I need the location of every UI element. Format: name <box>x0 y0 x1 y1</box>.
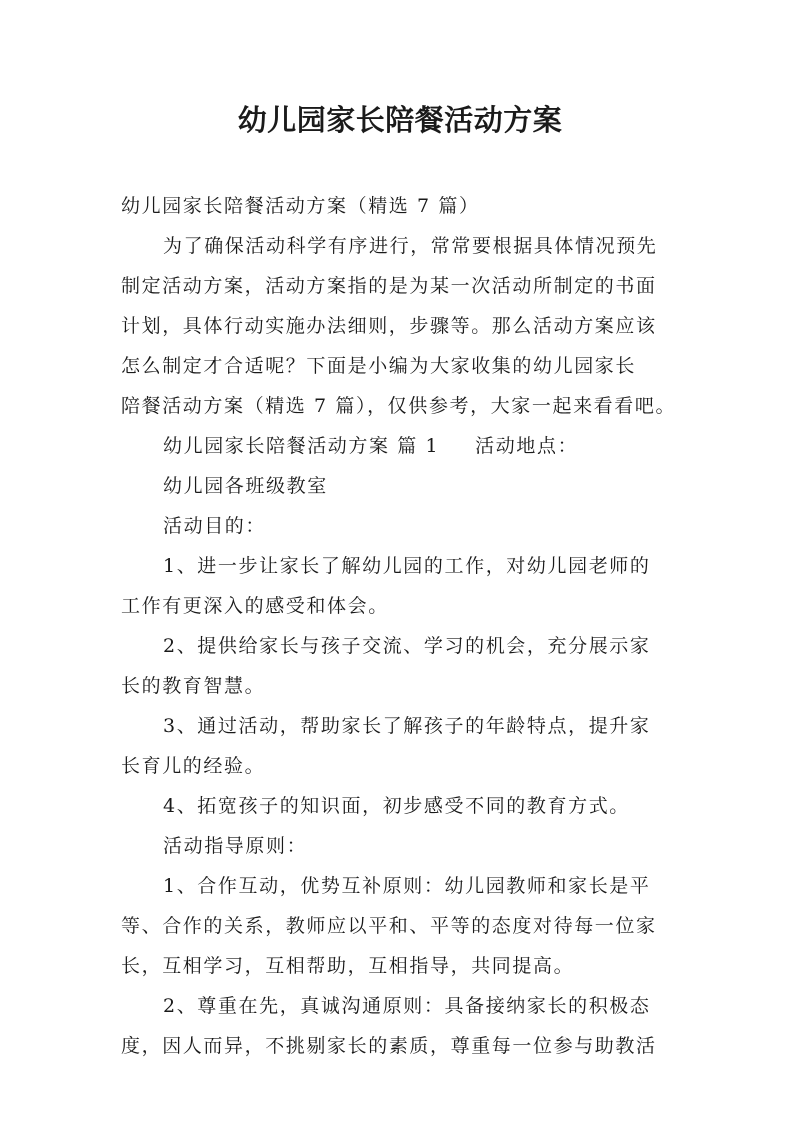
document-title: 幼儿园家长陪餐活动方案 <box>237 103 563 137</box>
paragraph-line: 制定活动方案，活动方案指的是为某一次活动所制定的书面 <box>121 275 657 297</box>
paragraph-line: 怎么制定才合适呢？下面是小编为大家收集的幼儿园家长 <box>121 355 637 377</box>
list-item-line: 度，因人而异，不挑剔家长的素质，尊重每一位参与助教活 <box>121 1035 657 1057</box>
list-item-line: 长的教育智慧。 <box>121 675 266 697</box>
paragraph-line: 计划，具体行动实施办法细则，步骤等。那么活动方案应该 <box>121 315 657 337</box>
section-heading-line <box>121 426 686 466</box>
list-item-line: 长，互相学习，互相帮助，互相指导，共同提高。 <box>121 955 575 977</box>
list-item-line: 4、拓宽孩子的知识面，初步感受不同的教育方式。 <box>163 795 630 817</box>
list-item-line: 1、合作互动，优势互补原则：幼儿园教师和家长是平 <box>163 875 651 897</box>
paragraph-line: 幼儿园各班级教室 <box>163 475 328 497</box>
list-item-line: 长育儿的经验。 <box>121 755 266 777</box>
list-item-line: 2、尊重在先，真诚沟通原则：具备接纳家长的积极态 <box>163 995 651 1017</box>
subtitle-line: 幼儿园家长陪餐活动方案（精选 7 篇） <box>121 195 480 217</box>
section-heading: 幼儿园家长陪餐活动方案 篇 1 <box>163 435 440 457</box>
list-item-line: 3、通过活动，帮助家长了解孩子的年龄特点，提升家 <box>163 715 651 737</box>
paragraph-line: 为了确保活动科学有序进行，常常要根据具体情况预先 <box>163 235 658 257</box>
paragraph-line: 陪餐活动方案（精选 7 篇），仅供参考，大家一起来看看吧。 <box>121 395 677 417</box>
list-item-line: 工作有更深入的感受和体会。 <box>121 595 389 617</box>
list-item-line: 1、进一步让家长了解幼儿园的工作，对幼儿园老师的 <box>163 555 651 577</box>
section-label: 活动指导原则： <box>163 835 308 857</box>
section-label: 活动目的： <box>163 515 267 537</box>
list-item-line: 2、提供给家长与孩子交流、学习的机会，充分展示家 <box>163 635 651 657</box>
document-body <box>121 186 686 1066</box>
section-label: 活动地点： <box>475 435 579 457</box>
list-item-line: 等、合作的关系，教师应以平和、平等的态度对待每一位家 <box>121 915 657 937</box>
